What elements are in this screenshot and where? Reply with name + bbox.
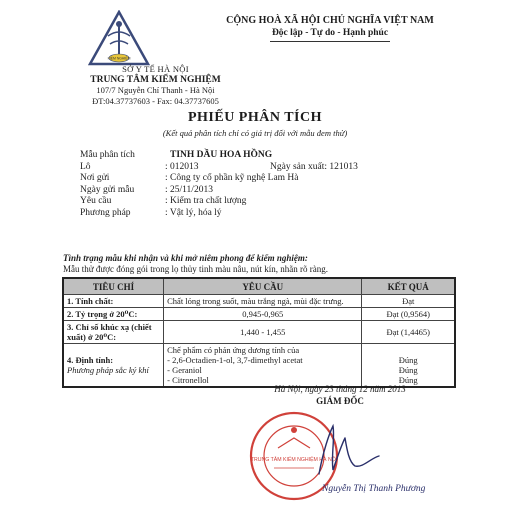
info-label: Ngày gửi mẫu: [80, 184, 135, 195]
org-phone: ĐT:04.37737603 - Fax: 04.37737605: [92, 95, 219, 106]
requirement-cell: 0,945-0,965: [164, 308, 362, 321]
results-table: [62, 277, 456, 388]
condition-text: Mẫu thử được đóng gói trong lọ thủy tinh màu nâu, nút kín, nhãn rõ ràng.: [63, 264, 328, 274]
logo-text: KIỂM NGHIỆM: [107, 56, 131, 61]
info-value: : 25/11/2013: [165, 184, 213, 195]
info-row: [80, 196, 460, 208]
info-value: : 012013: [165, 161, 199, 172]
criterion-label: 4. Định tính:: [67, 355, 114, 365]
criterion-cell: 2. Tỷ trọng ở 20⁰C:: [63, 308, 164, 321]
national-line-2: Độc lập - Tự do - Hạnh phúc: [271, 28, 389, 38]
requirement-cell: 1,440 - 1,455: [164, 321, 362, 344]
info-row: [80, 173, 460, 185]
document-title: PHIẾU PHÂN TÍCH: [187, 110, 323, 125]
info-label: Nơi gửi: [80, 173, 110, 183]
info-value: : Kiểm tra chất lượng: [165, 196, 247, 206]
result-cell: Đạt (0,9564): [362, 308, 455, 321]
requirement-item: - 2,6-Octadien-1-ol, 3,7-dimethyl acetat: [167, 355, 303, 365]
org-address: 107/7 Nguyễn Chí Thanh - Hà Nội: [96, 85, 215, 95]
place-date: Hà Nội, ngày 23 tháng 12 năm 2013: [274, 384, 406, 394]
requirement-item: - Citronellol: [167, 375, 209, 385]
column-header-result: KẾT QUẢ: [362, 278, 455, 295]
org-line-1: SỞ Y TẾ HÀ NỘI: [122, 64, 189, 74]
info-label: Phương pháp: [80, 207, 131, 218]
handwritten-signature: [275, 422, 395, 482]
table-row: [63, 344, 455, 388]
info-row: [80, 150, 460, 162]
requirement-intro: Chế phẩm có phản ứng dương tính của: [167, 345, 300, 355]
column-header-criterion: TIÊU CHÍ: [63, 278, 164, 295]
info-row: [80, 208, 460, 220]
signatory-title: GIÁM ĐỐC: [316, 396, 364, 406]
info-row: [80, 185, 460, 197]
sample-condition: [63, 253, 463, 275]
criterion-cell: 3. Chỉ số khúc xạ (chiết xuất) ở 20⁰C:: [63, 321, 164, 344]
table-header-row: [63, 278, 455, 295]
result-cell: Đạt: [362, 295, 455, 308]
condition-heading: Tình trạng mẫu khi nhận và khi mở niêm phong để kiểm nghiệm:: [63, 253, 308, 263]
stamp-text: TRUNG TÂM KIỂM NGHIỆM HÀ NỘI: [250, 457, 338, 463]
result-cell: Đạt (1,4465): [362, 321, 455, 344]
criterion-cell: [63, 344, 164, 388]
table-row: [63, 295, 455, 308]
requirement-cell: [164, 344, 362, 388]
divider: [270, 41, 390, 42]
sample-info: [80, 150, 460, 219]
info-label: Mẫu phân tích: [80, 150, 135, 160]
criterion-cell: 1. Tính chất:: [63, 295, 164, 308]
production-date: Ngày sản xuất: 121013: [270, 161, 358, 172]
requirement-cell: Chất lỏng trong suốt, màu trắng ngà, mùi đặc trưng.: [164, 295, 362, 308]
result-value: Đúng: [398, 375, 418, 385]
signatory-name: Nguyễn Thị Thanh Phương: [322, 484, 426, 494]
result-cell: [362, 344, 455, 388]
document-subtitle: (Kết quả phân tích chỉ có giá trị đối với mẫu đem thử): [162, 128, 348, 138]
signature-block: [240, 383, 440, 407]
national-header: [215, 14, 445, 42]
info-label: Lô: [80, 161, 91, 172]
organization-block: [78, 64, 233, 106]
org-line-2: TRUNG TÂM KIỂM NGHIỆM: [90, 74, 221, 85]
result-value: Đúng: [398, 355, 418, 365]
info-label: Yêu cầu: [80, 196, 112, 206]
national-line-1: CỘNG HOÀ XÃ HỘI CHỦ NGHĨA VIỆT NAM: [226, 15, 434, 26]
info-row: [80, 162, 460, 174]
table-row: [63, 321, 455, 344]
column-header-requirement: YÊU CẦU: [164, 278, 362, 295]
result-value: Đúng: [398, 365, 418, 375]
table-row: [63, 308, 455, 321]
info-value: TINH DẦU HOA HỒNG: [170, 150, 273, 160]
info-value: : Công ty cổ phần kỹ nghệ Lam Hà: [165, 173, 299, 183]
requirement-item: - Geraniol: [167, 365, 202, 375]
criterion-method: Phương pháp sắc ký khí: [67, 365, 149, 375]
institute-logo: [88, 10, 150, 66]
info-value: : Vật lý, hóa lý: [165, 207, 222, 218]
